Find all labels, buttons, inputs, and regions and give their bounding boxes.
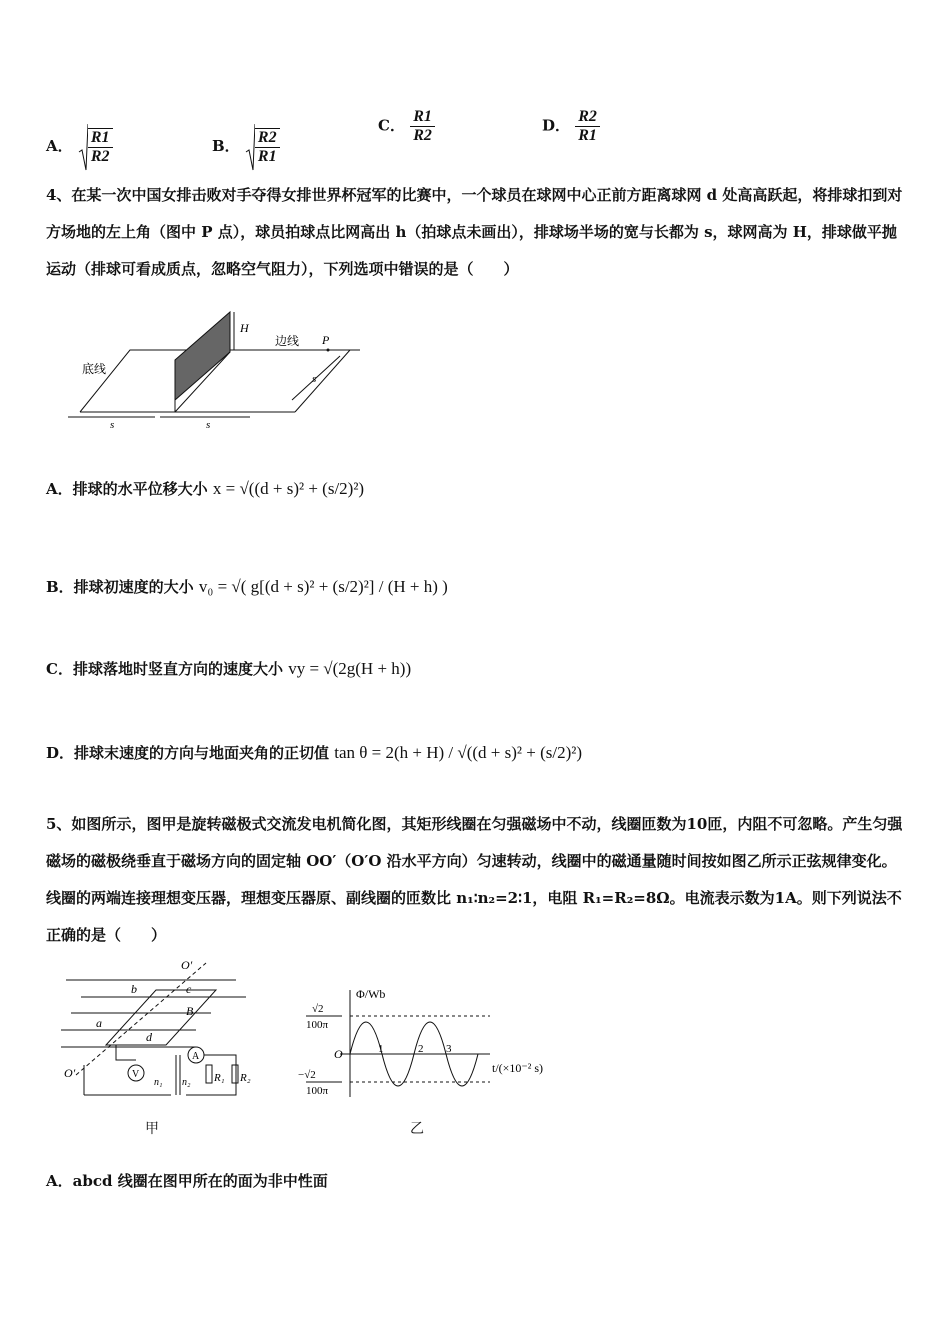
option-label: B．: [212, 137, 240, 155]
resistor-r2: [232, 1065, 238, 1083]
ammeter-label: A: [192, 1051, 200, 1062]
pos-max-den: 100π: [306, 1019, 329, 1031]
q4-option-c: [46, 658, 411, 679]
origin-label: O: [334, 1047, 343, 1061]
label-c: c: [186, 982, 192, 996]
option-text: B．排球初速度的大小: [46, 578, 194, 596]
numerator: R1: [88, 129, 113, 148]
voltmeter-label: V: [132, 1069, 140, 1080]
q3-option-a: [46, 122, 113, 172]
label-B: B: [186, 1004, 194, 1018]
option-text: A．排球的水平位移大小: [46, 480, 208, 498]
p-label: P: [322, 333, 330, 347]
question-4-stem: 4、在某一次中国女排击败对手夺得女排世界杯冠军的比赛中，一个球员在球网中心正前方距离球网 d 处高高跃起，将排球扣到对方场地的左上角（图中 P 点），球员拍球点比网高出 h（拍球点未画出），排球场半场的宽与长都为 s，球网高为 H，排球做平抛运动（排球可看成质点，忽略空气阻力），下列选项中错误的是（ ）: [46, 186, 903, 278]
base-line-label: 底线: [82, 362, 107, 376]
figure-jia-caption: 甲: [145, 1122, 159, 1137]
court-right-edge: [295, 350, 350, 412]
neg-max-num: −√2: [298, 1069, 316, 1081]
option-text: C．排球落地时竖直方向的速度大小: [46, 660, 283, 678]
net: [175, 312, 230, 400]
label-d: d: [146, 1030, 152, 1044]
label-a: a: [96, 1016, 102, 1030]
o-prime-label: O′: [181, 958, 193, 972]
question-5-stem: 5、如图所示，图甲是旋转磁极式交流发电机简化图，其矩形线圈在匀强磁场中不动，线圈匝数为10匝，内阻不可忽略。产生匀强磁场的磁极绕垂直于磁场方向的固定轴 OO′（O′O 沿水平方向）匀速转动，线圈中的磁通量随时间按如图乙所示正弦规律变化。线圈的两端连接理想变压器，理想变压器原、副线圈的匝数比 n₁∶n₂=2∶1，电阻 R₁=R₂=8Ω。电流表示数为1A。则下列说法不正确的是（ ）: [46, 815, 903, 944]
formula: tan θ = 2(h + H) / √((d + s)² + (s/2)²): [334, 743, 583, 762]
option-label: A．: [46, 137, 73, 155]
r2-label: R₂: [240, 1072, 251, 1084]
option-text: D．排球末速度的方向与地面夹角的正切值: [46, 744, 330, 762]
y-axis-label: Φ/Wb: [356, 987, 386, 1001]
s-label-left: s: [110, 419, 115, 430]
formula: vy = √(2g(H + h)): [288, 659, 412, 678]
neg-max-den: 100π: [306, 1085, 329, 1097]
q3-option-d: [542, 108, 600, 145]
flux-graph-figure: [290, 982, 570, 1107]
numerator: R2: [575, 108, 600, 127]
s-label-right: s: [206, 419, 211, 430]
q4-option-b: [46, 576, 448, 597]
r1-label: R₁: [214, 1072, 225, 1084]
tick-2: 2: [418, 1043, 424, 1055]
formula: v₀ = √( g[(d + s)² + (s/2)²] / (H + h) ): [198, 577, 448, 596]
q4-option-d: [46, 742, 582, 763]
denominator: R1: [578, 127, 597, 144]
q3-option-c: [378, 108, 435, 145]
q3-option-b: [212, 122, 280, 172]
figure-yi-caption: 乙: [410, 1122, 424, 1137]
option-label: D．: [542, 116, 571, 135]
q5-option-a: A．abcd 线圈在图甲所在的面为非中性面: [46, 1172, 328, 1190]
generator-figure: [46, 955, 266, 1105]
sqrt-icon: [78, 122, 88, 172]
sqrt-icon: [245, 122, 255, 172]
q4-option-a: [46, 478, 364, 499]
s-label-diag: s: [312, 373, 317, 385]
x-axis-label: t/(×10⁻² s): [492, 1061, 544, 1075]
o-label: O′: [64, 1066, 76, 1080]
numerator: R2: [255, 129, 280, 148]
tick-3: 3: [446, 1043, 452, 1055]
numerator: R1: [410, 108, 435, 127]
denominator: R1: [257, 148, 277, 165]
n2-label: n₂: [182, 1077, 191, 1088]
h-label: H: [240, 321, 249, 335]
label-b: b: [131, 982, 137, 996]
point-p: [327, 349, 330, 352]
resistor-r1: [206, 1065, 212, 1083]
n1-label: n₁: [154, 1077, 163, 1088]
tick-1: 1: [378, 1043, 384, 1055]
denominator: R2: [90, 148, 110, 165]
option-label: C．: [378, 116, 405, 135]
formula: x = √((d + s)² + (s/2)²): [212, 479, 365, 498]
volleyball-court-figure: [60, 300, 360, 430]
pos-max-num: √2: [312, 1003, 324, 1015]
side-line-label: 边线: [275, 334, 300, 348]
denominator: R2: [413, 127, 432, 144]
